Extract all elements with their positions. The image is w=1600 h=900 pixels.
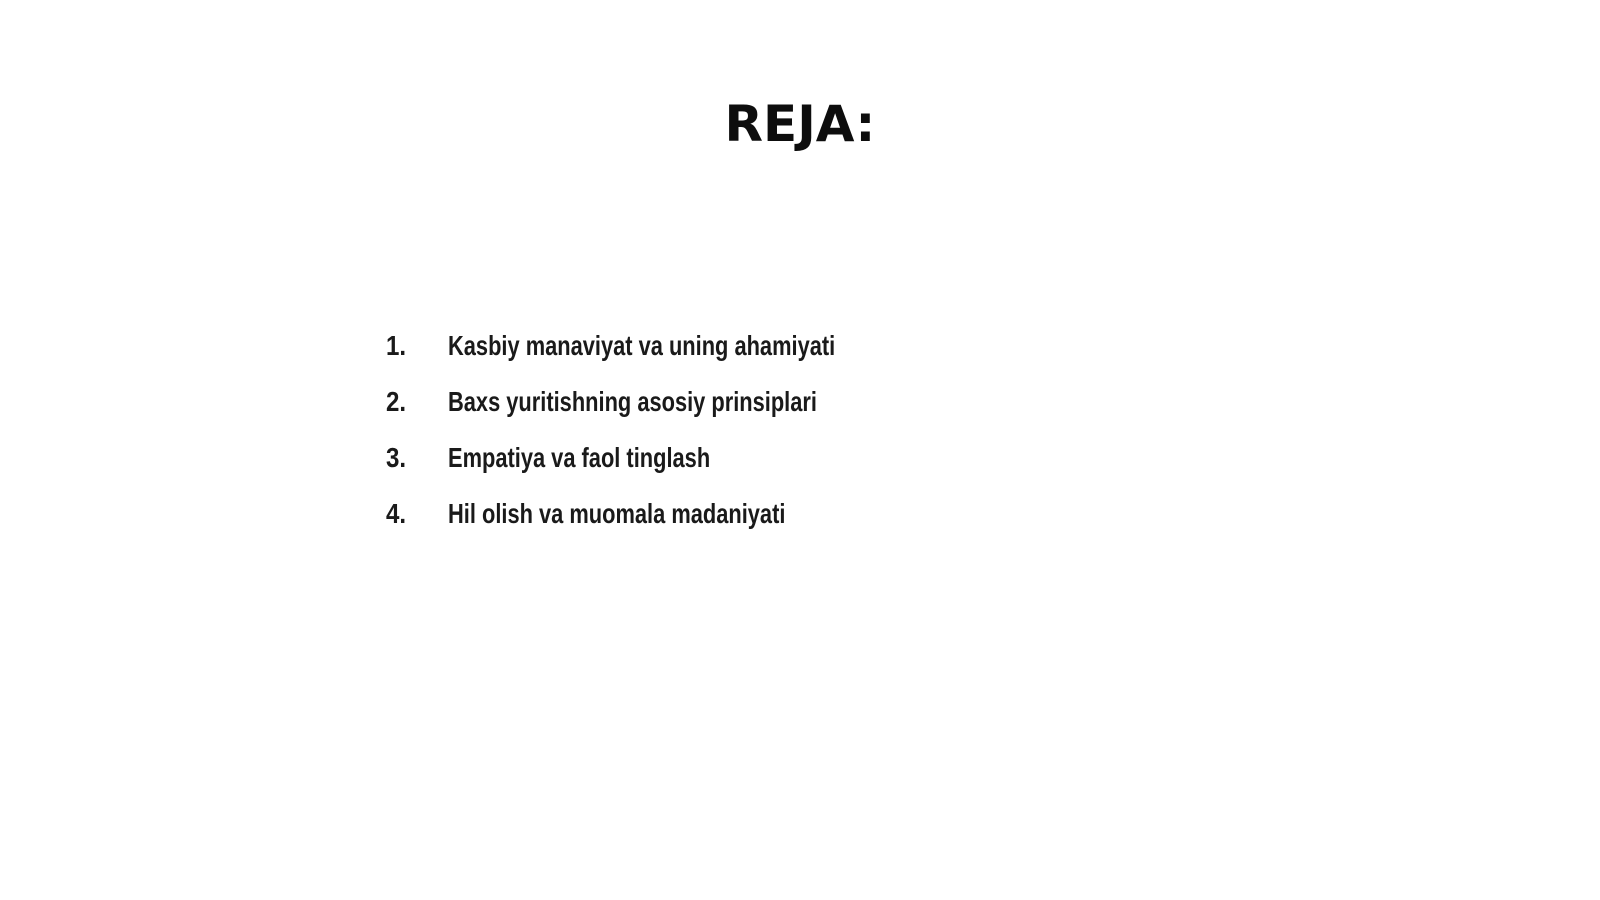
- plan-item-number: 1.: [386, 330, 407, 361]
- plan-item-number: 3.: [386, 442, 407, 473]
- plan-item-number: 4.: [386, 498, 407, 529]
- plan-item-text: Baxs yuritishning asosiy prinsiplari: [448, 386, 817, 417]
- plan-item: [386, 430, 944, 486]
- plan-item-text: Kasbiy manaviyat va uning ahamiyati: [448, 330, 836, 361]
- plan-item-text: Empatiya va faol tinglash: [448, 442, 711, 473]
- plan-item: [386, 318, 944, 374]
- plan-item: [386, 374, 944, 430]
- plan-item-text: Hil olish va muomala madaniyati: [448, 498, 786, 529]
- slide-title: REJA:: [724, 95, 876, 153]
- plan-item-number: 2.: [386, 386, 407, 417]
- plan-list: [386, 318, 944, 542]
- plan-item: [386, 486, 944, 542]
